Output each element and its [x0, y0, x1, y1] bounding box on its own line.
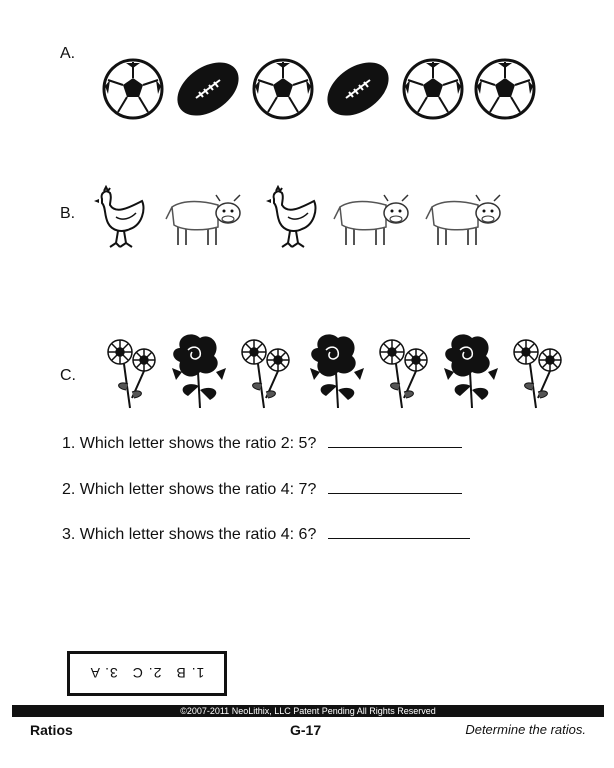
cow-icon	[164, 185, 244, 251]
soccer-ball-icon	[100, 58, 166, 120]
daisy-icon	[374, 328, 432, 410]
answer-key-text	[70, 654, 224, 693]
question-1-text: 1. Which letter shows the ratio 2: 5?	[62, 435, 317, 452]
row-a-pictures	[100, 58, 538, 120]
answer-blank-2[interactable]	[328, 492, 462, 494]
row-a-label: A.	[60, 45, 76, 62]
answer-blank-1[interactable]	[328, 446, 462, 448]
row-b-label: B.	[60, 205, 76, 222]
daisy-icon	[508, 328, 566, 410]
row-b-pictures	[90, 185, 504, 251]
football-icon	[172, 58, 244, 120]
soccer-ball-icon	[250, 58, 316, 120]
rose-icon	[166, 328, 230, 410]
answer-2: 2. C	[131, 665, 162, 682]
chicken-icon	[90, 185, 150, 251]
row-c-label: C.	[60, 367, 76, 384]
football-icon	[322, 58, 394, 120]
question-2	[62, 481, 462, 499]
copyright-bar: ©2007-2011 NeoLithix, LLC Patent Pending All Rights Reserved	[12, 705, 604, 717]
cow-icon	[424, 185, 504, 251]
footer-topic: Ratios	[30, 722, 73, 738]
chicken-icon	[262, 185, 322, 251]
cow-icon	[332, 185, 412, 251]
rose-icon	[304, 328, 368, 410]
daisy-icon	[102, 328, 160, 410]
question-3	[62, 526, 470, 544]
question-1	[62, 435, 462, 453]
question-2-text: 2. Which letter shows the ratio 4: 7?	[62, 481, 317, 498]
row-c-pictures	[102, 328, 566, 410]
footer-instruction: Determine the ratios.	[465, 722, 586, 737]
answer-blank-3[interactable]	[328, 537, 470, 539]
daisy-icon	[236, 328, 294, 410]
rose-icon	[438, 328, 502, 410]
question-3-text: 3. Which letter shows the ratio 4: 6?	[62, 526, 317, 543]
answer-key-box	[67, 651, 227, 696]
footer-page-number: G-17	[290, 722, 322, 738]
answer-3: 3. A	[89, 665, 118, 682]
soccer-ball-icon	[400, 58, 466, 120]
soccer-ball-icon	[472, 58, 538, 120]
answer-1: 1. B	[175, 665, 205, 682]
